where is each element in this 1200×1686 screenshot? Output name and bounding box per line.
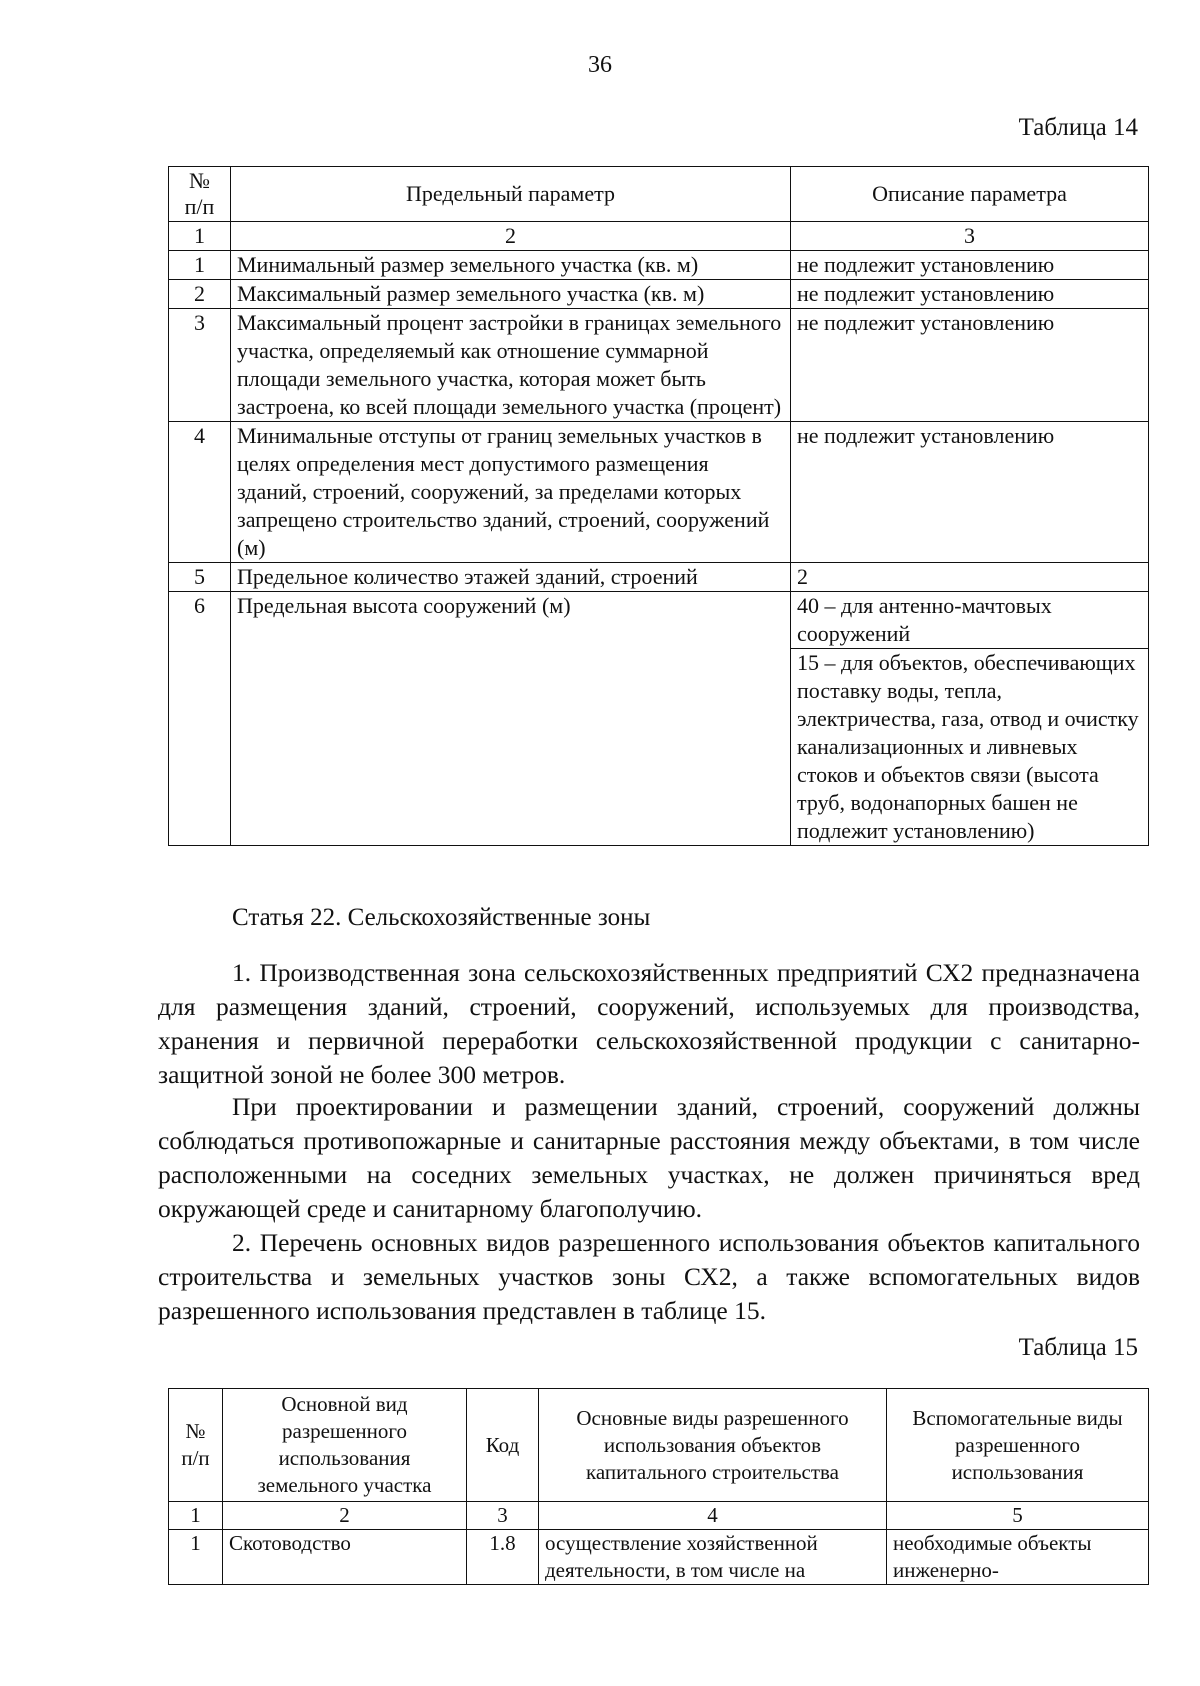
row-description: не подлежит установлению [791,251,1149,280]
column-number: 5 [887,1502,1149,1530]
row-parameter: Минимальные отступы от границ земельных участков в целях определения мест допустимого размещения зданий, строений, сооружений, за пределами которых запрещено строительство зданий, строений, сооружений (м) [231,422,791,563]
column-number: 3 [791,222,1149,251]
body-paragraph: 2. Перечень основных видов разрешенного использования объектов капитального строительства и земельных участков зоны СХ2, а также вспомогательных видов разрешенного использования представлен в таблице 15. [158,1228,1140,1325]
row-parameter: Максимальный размер земельного участка (кв. м) [231,280,791,309]
table-14-caption: Таблица 14 [1018,114,1138,141]
page-number: 36 [588,52,612,78]
column-number: 2 [223,1502,467,1530]
row-parameter: Предельная высота сооружений (м) [231,592,791,846]
row-land-use-type: Скотоводство [223,1530,467,1585]
row-description: не подлежит установлению [791,309,1149,422]
header-main-uses: Основные виды разрешенного использования объектов капитального строительства [539,1389,887,1502]
article-heading: Статья 22. Сельскохозяйственные зоны [232,904,651,931]
header-parameter: Предельный параметр [231,167,791,222]
row-number: 3 [169,309,231,422]
row-number: 4 [169,422,231,563]
body-paragraph: 1. Производственная зона сельскохозяйственных предприятий СХ2 предназначена для размещения зданий, строений, сооружений, используемых для производства, хранения и первичной переработки сельскохозяйственной продукции с санитарно-защитной зоной не более 300 метров. [158,958,1140,1089]
table-row [169,422,1149,563]
column-number-row [169,1502,1149,1530]
table-row [169,1530,1149,1585]
row-number: 2 [169,280,231,309]
row-number: 6 [169,592,231,846]
table-header-row [169,167,1149,222]
row-description: не подлежит установлению [791,280,1149,309]
table-header-row [169,1389,1149,1502]
row-parameter: Предельное количество этажей зданий, строений [231,563,791,592]
row-description [791,592,1149,846]
row-number: 1 [169,1530,223,1585]
header-description: Описание параметра [791,167,1149,222]
table-15-caption: Таблица 15 [1018,1334,1138,1361]
header-land-use-type: Основной вид разрешенного использования земельного участка [223,1389,467,1502]
column-number-row [169,222,1149,251]
body-paragraph: При проектировании и размещении зданий, строений, сооружений должны соблюдаться противопожарные и санитарные расстояния между объектами, в том числе расположенными на соседних земельных участках, не должен причиняться вред окружающей среде и санитарному благополучию. [158,1092,1140,1223]
row-description: не подлежит установлению [791,422,1149,563]
column-number: 3 [467,1502,539,1530]
row-number: 1 [169,251,231,280]
header-number: № п/п [169,1389,223,1502]
column-number: 1 [169,222,231,251]
column-number: 4 [539,1502,887,1530]
table-row [169,280,1149,309]
header-code: Код [467,1389,539,1502]
header-number: № п/п [169,167,231,222]
row-parameter: Максимальный процент застройки в границах земельного участка, определяемый как отношение суммарной площади земельного участка, которая может быть застроена, ко всей площади земельного участка (процент) [231,309,791,422]
table-15 [168,1388,1149,1585]
table-row [169,592,1149,846]
header-auxiliary-uses: Вспомогательные виды разрешенного использования [887,1389,1149,1502]
table-row [169,251,1149,280]
row-number: 5 [169,563,231,592]
column-number: 2 [231,222,791,251]
row-description-part: 40 – для антенно-мачтовых сооружений [797,593,1052,646]
row-auxiliary-uses: необходимые объекты инженерно- [887,1530,1149,1585]
table-row [169,563,1149,592]
row-main-uses: осуществление хозяйственной деятельности, в том числе на [539,1530,887,1585]
column-number: 1 [169,1502,223,1530]
row-description-part: 15 – для объектов, обеспечивающих поставку воды, тепла, электричества, газа, отвод и очистку канализационных и ливневых стоков и объектов связи (высота труб, водонапорных башен не подлежит установлению) [791,648,1148,845]
row-code: 1.8 [467,1530,539,1585]
table-row [169,309,1149,422]
row-parameter: Минимальный размер земельного участка (кв. м) [231,251,791,280]
row-description: 2 [791,563,1149,592]
table-14 [168,166,1149,846]
